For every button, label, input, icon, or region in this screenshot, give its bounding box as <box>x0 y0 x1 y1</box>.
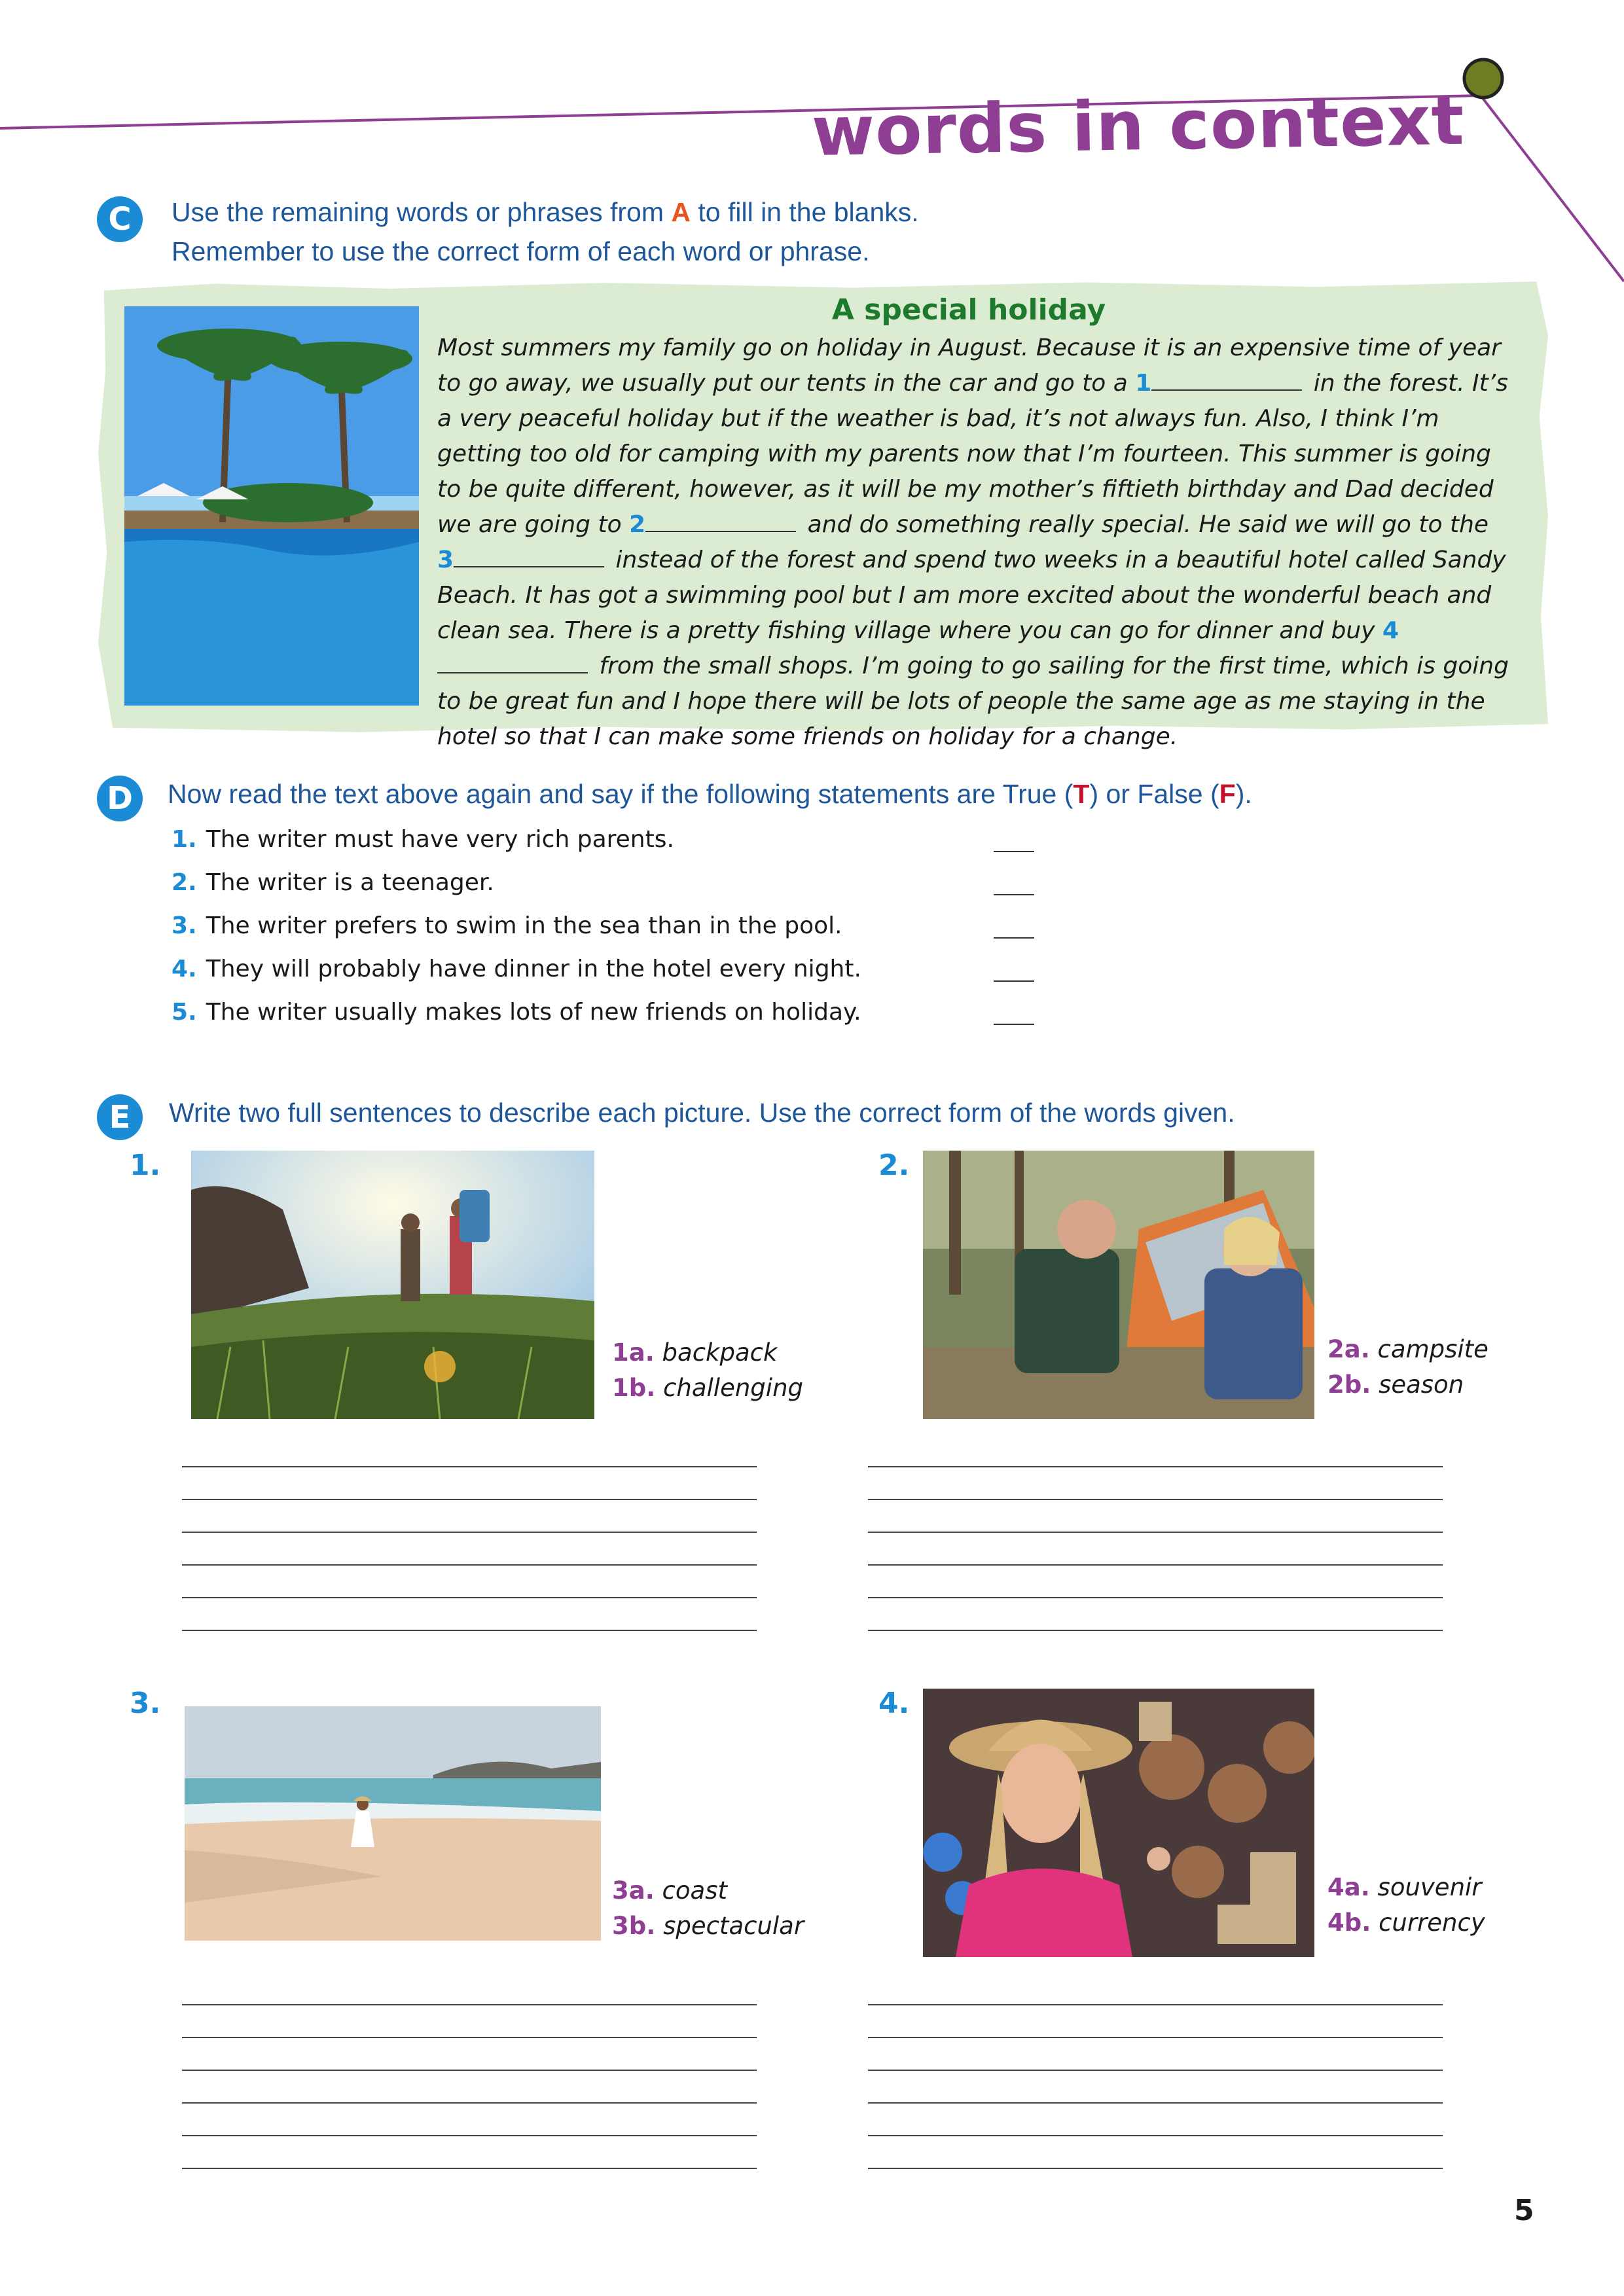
cue-key: 4a. <box>1327 1873 1370 1901</box>
statement-text: The writer usually makes lots of new friends on holiday. <box>206 999 861 1026</box>
writing-line-4-6[interactable] <box>868 2168 1443 2169</box>
writing-line-1-4[interactable] <box>182 1564 757 1566</box>
cue-word: spectacular <box>663 1912 804 1940</box>
blank-number-3: 3 <box>437 547 454 573</box>
statement-number: 4. <box>171 956 197 982</box>
statement-text: The writer must have very rich parents. <box>206 826 674 853</box>
cue-word: season <box>1379 1371 1464 1399</box>
writing-line-3-2[interactable] <box>182 2037 757 2038</box>
picture-3-cues <box>612 1873 804 1944</box>
section-d-instruction <box>168 774 1252 814</box>
page-title: words in context <box>810 80 1466 171</box>
instr-d-end: ). <box>1235 779 1252 809</box>
section-c-badge: C <box>97 196 143 242</box>
market-photo <box>923 1689 1314 1957</box>
cue-word: campsite <box>1377 1335 1489 1363</box>
instr-d-text: Now read the text above again and say if the following statements are True ( <box>168 779 1074 809</box>
cue-key: 2b. <box>1327 1371 1371 1399</box>
cue-key: 4b. <box>1327 1909 1371 1937</box>
writing-line-3-4[interactable] <box>182 2102 757 2104</box>
instr-c-line2: Remember to use the correct form of each word or phrase. <box>171 236 870 266</box>
answer-line-3[interactable] <box>994 937 1034 939</box>
writing-line-1-5[interactable] <box>182 1597 757 1598</box>
para-part-1: Most summers my family go on holiday in August. Because it is an expensive time of year to go away, we usually put our tents in the car and go to a <box>437 334 1501 397</box>
reading-paragraph <box>437 331 1511 755</box>
statement-number: 5. <box>171 999 197 1026</box>
writing-line-4-2[interactable] <box>868 2037 1443 2038</box>
reading-title: A special holiday <box>831 293 1106 327</box>
cue-key: 3b. <box>612 1912 656 1940</box>
answer-line-5[interactable] <box>994 1024 1034 1025</box>
cue-word: backpack <box>662 1338 778 1367</box>
writing-line-3-5[interactable] <box>182 2135 757 2136</box>
writing-line-2-1[interactable] <box>868 1466 1443 1467</box>
picture-2-cues <box>1327 1332 1489 1403</box>
statement-3 <box>171 912 842 939</box>
statement-1 <box>171 826 674 853</box>
writing-line-1-3[interactable] <box>182 1532 757 1533</box>
writing-line-3-1[interactable] <box>182 2004 757 2005</box>
campers-photo <box>923 1151 1314 1419</box>
statement-number: 3. <box>171 912 197 939</box>
cue-key: 2a. <box>1327 1335 1370 1363</box>
instr-c-text: Use the remaining words or phrases from <box>171 197 672 227</box>
instr-c-ref: A <box>671 197 691 227</box>
para-part-5: from the small shops. I’m going to go sailing for the first time, which is going to be great fun and I hope there will be lots of people the same age as me staying in the hotel so that I can make some friends on holiday for a change. <box>437 653 1509 750</box>
section-d-badge: D <box>97 776 143 821</box>
cue-word: challenging <box>663 1374 804 1402</box>
writing-line-4-1[interactable] <box>868 2004 1443 2005</box>
blank-line-4 <box>437 653 588 673</box>
picture-2-number: 2. <box>878 1149 910 1182</box>
blank-line-1 <box>1151 370 1302 391</box>
answer-line-4[interactable] <box>994 980 1034 982</box>
writing-line-1-6[interactable] <box>182 1630 757 1631</box>
blank-number-2: 2 <box>629 511 646 538</box>
section-e-badge: E <box>97 1094 143 1140</box>
cue-word: souvenir <box>1377 1873 1482 1901</box>
cue-word: coast <box>662 1876 727 1905</box>
writing-line-3-6[interactable] <box>182 2168 757 2169</box>
instr-d-mid: ) or False ( <box>1089 779 1219 809</box>
picture-4-number: 4. <box>878 1687 910 1720</box>
picture-3-number: 3. <box>130 1687 161 1720</box>
picture-1-cues <box>612 1335 803 1406</box>
cue-word: currency <box>1379 1909 1485 1937</box>
answer-line-2[interactable] <box>994 894 1034 895</box>
writing-line-2-5[interactable] <box>868 1597 1443 1598</box>
blank-number-1: 1 <box>1135 370 1152 397</box>
statement-text: The writer is a teenager. <box>206 869 494 896</box>
statement-number: 2. <box>171 869 197 896</box>
para-part-2: in the forest. It’s a very peaceful holiday but if the weather is bad, it’s not always fun. Also, I think I’m getting too old for camping with my parents now that I’m fourteen. This summer is going to be quite different, however, as it will be my mother’s fiftieth birthday and Dad decided we are going to <box>437 370 1508 538</box>
instr-c-text-end: to fill in the blanks. <box>690 197 919 227</box>
blank-line-2 <box>645 511 796 532</box>
statement-number: 1. <box>171 826 197 853</box>
writing-line-4-5[interactable] <box>868 2135 1443 2136</box>
writing-line-3-3[interactable] <box>182 2070 757 2071</box>
page-number: 5 <box>1514 2194 1534 2227</box>
blank-number-4: 4 <box>1382 617 1399 644</box>
section-e-instruction: Write two full sentences to describe each picture. Use the correct form of the words given. <box>169 1098 1235 1128</box>
statement-text: They will probably have dinner in the hotel every night. <box>206 956 861 982</box>
writing-line-1-1[interactable] <box>182 1466 757 1467</box>
cue-key: 3a. <box>612 1876 655 1905</box>
writing-line-2-2[interactable] <box>868 1499 1443 1500</box>
para-part-4: instead of the forest and spend two weeks in a beautiful hotel called Sandy Beach. It has got a swimming pool but I am more excited about the wonderful beach and clean sea. There is a pretty fishing village where you can go for dinner and buy <box>437 547 1506 644</box>
statement-2 <box>171 869 494 896</box>
instr-d-false: F <box>1219 779 1236 809</box>
instr-d-true: T <box>1073 779 1090 809</box>
answer-line-1[interactable] <box>994 851 1034 852</box>
statement-text: The writer prefers to swim in the sea than in the pool. <box>206 912 842 939</box>
writing-line-4-4[interactable] <box>868 2102 1443 2104</box>
statement-5 <box>171 999 861 1026</box>
writing-line-4-3[interactable] <box>868 2070 1443 2071</box>
statement-4 <box>171 956 861 982</box>
beach-walk-photo <box>185 1706 601 1941</box>
section-c-instruction <box>171 192 919 271</box>
hikers-photo <box>191 1151 594 1419</box>
para-part-3: and do something really special. He said we will go to the <box>800 511 1489 538</box>
beach-resort-pool-photo <box>124 306 419 706</box>
header-dot-icon <box>1464 60 1502 98</box>
writing-line-1-2[interactable] <box>182 1499 757 1500</box>
cue-key: 1b. <box>612 1374 656 1402</box>
writing-line-2-4[interactable] <box>868 1564 1443 1566</box>
picture-4-cues <box>1327 1870 1485 1941</box>
cue-key: 1a. <box>612 1338 655 1367</box>
writing-line-2-3[interactable] <box>868 1532 1443 1533</box>
blank-line-3 <box>454 547 604 567</box>
writing-line-2-6[interactable] <box>868 1630 1443 1631</box>
picture-1-number: 1. <box>130 1149 161 1182</box>
